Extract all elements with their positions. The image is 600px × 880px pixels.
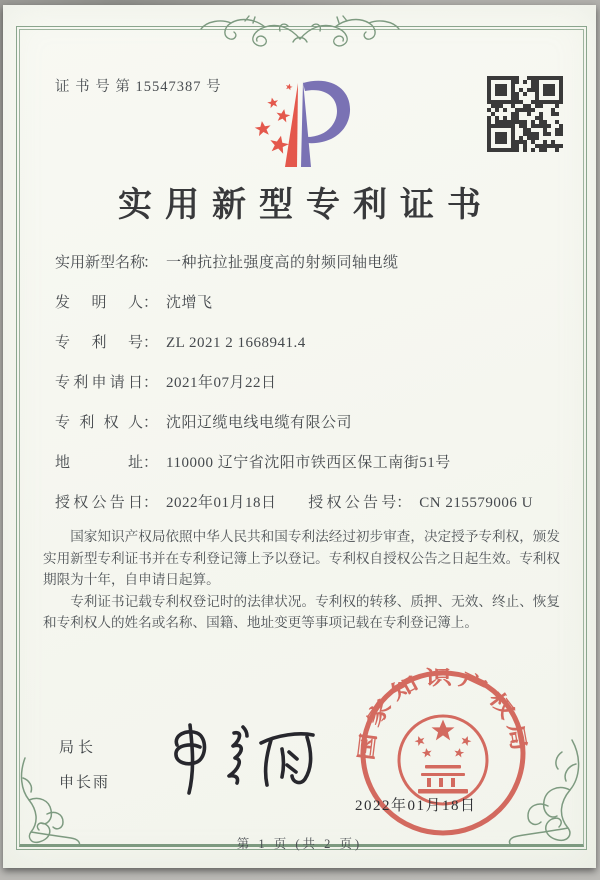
grant-date-value: 2022年01月18日	[166, 495, 277, 511]
signer-name: 申长雨	[59, 775, 111, 791]
dragon-ornament-icon	[185, 9, 415, 55]
qr-code	[487, 76, 563, 152]
seal-text: 国家知识产权局	[355, 667, 530, 762]
certificate-number: 证 书 号 第 15547387 号	[55, 79, 222, 95]
legal-text	[43, 526, 560, 634]
certificate-title: 实用新型专利证书	[118, 187, 494, 224]
field-row: 实用新型名称： 一种抗拉扯强度高的射频同轴电缆	[55, 255, 399, 271]
field-label: 专利申请日	[55, 375, 143, 391]
field-value: 沈增飞	[166, 295, 213, 311]
field-value: ZL 2021 2 1668941.4	[166, 335, 306, 351]
signer-title: 局长	[59, 740, 98, 756]
field-value: 2021年07月22日	[166, 375, 277, 391]
field-row: 专利号： ZL 2021 2 1668941.4	[55, 335, 306, 351]
field-label: 实用新型名称	[55, 255, 146, 271]
grant-no-value: CN 215579006 U	[419, 495, 533, 511]
page-number: 第 1 页 (共 2 页)	[236, 837, 363, 851]
field-value: 沈阳辽缆电线电缆有限公司	[166, 415, 353, 431]
grant-row: 授权公告日： 2022年01月18日 授权公告号： CN 215579006 U	[55, 495, 533, 511]
field-label: 专利号	[55, 335, 143, 351]
field-list	[55, 253, 560, 533]
field-value: 一种抗拉扯强度高的射频同轴电缆	[166, 255, 399, 271]
signer-block	[59, 736, 110, 792]
legal-paragraph: 专利证书记载专利权登记时的法律状况。专利权的转移、质押、无效、终止、恢复和专利权人的姓名或名称、国籍、地址变更等事项记载在专利登记簿上。	[43, 593, 560, 630]
field-row: 专利申请日： 2021年07月22日	[55, 375, 277, 391]
seal-date: 2022年01月18日	[355, 798, 477, 814]
field-row: 地址： 110000 辽宁省沈阳市铁西区保工南街51号	[55, 455, 451, 471]
field-row: 发明人： 沈增飞	[55, 295, 213, 311]
cnipa-logo-icon	[237, 71, 363, 175]
field-label: 发明人	[55, 295, 143, 311]
field-label: 专利权人	[55, 415, 143, 431]
field-value: 110000 辽宁省沈阳市铁西区保工南街51号	[166, 455, 451, 471]
legal-paragraph: 国家知识产权局依照中华人民共和国专利法经过初步审查，决定授予专利权，颁发实用新型专利证书并在专利登记簿上予以登记。专利权自授权公告之日起生效。专利权期限为十年，自申请日起算。	[43, 529, 560, 587]
svg-text:国家知识产权局	[355, 666, 531, 762]
field-label: 地址	[55, 455, 143, 471]
grant-date-label: 授权公告日	[55, 495, 143, 511]
signature-icon	[161, 705, 326, 807]
field-row: 专利权人： 沈阳辽缆电线电缆有限公司	[55, 415, 353, 431]
grant-no-label: 授权公告号	[308, 495, 397, 511]
certificate-page	[3, 5, 596, 868]
